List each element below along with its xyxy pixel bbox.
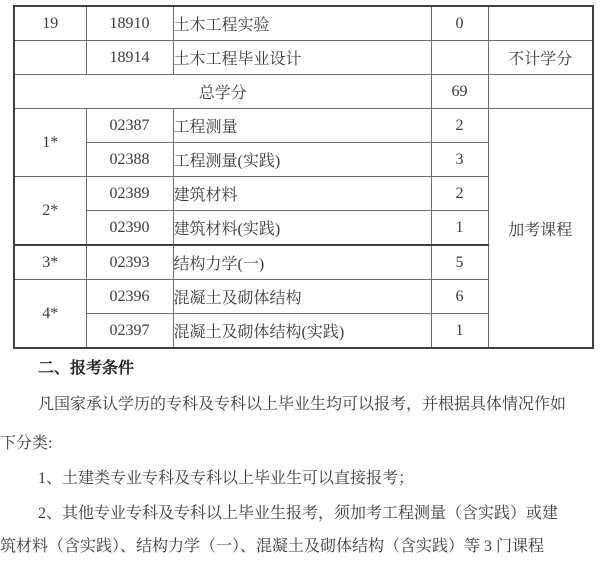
seq-cell: 3*	[14, 245, 86, 280]
course-code-cell: 02393	[86, 245, 173, 280]
total-credits-value-cell: 69	[431, 75, 488, 109]
credits-cell: 2	[431, 177, 488, 211]
table-row	[14, 109, 593, 143]
course-code-cell: 02389	[86, 177, 173, 211]
list-item-continuation: 筑材料（含实践）、结构力学（一）、混凝土及砌体结构（含实践）等 3 门课程	[0, 538, 545, 555]
course-table	[13, 5, 594, 349]
table-row-total	[14, 75, 593, 109]
course-name-cell: 结构力学(一)	[173, 245, 431, 280]
paragraph-line: 下分类:	[0, 435, 53, 452]
course-code-cell: 02397	[86, 314, 173, 349]
credits-cell: 2	[431, 109, 488, 143]
course-code-cell: 18914	[86, 41, 173, 75]
course-name-cell: 土木工程实验	[173, 6, 431, 41]
credits-cell	[431, 41, 488, 75]
note-cell: 不计学分	[488, 41, 593, 75]
course-code-cell: 02396	[86, 280, 173, 314]
seq-cell	[14, 41, 86, 75]
course-name-cell: 土木工程毕业设计	[173, 41, 431, 75]
note-cell	[488, 75, 593, 109]
table-row	[14, 41, 593, 75]
course-name-cell: 工程测量	[173, 109, 431, 143]
table-row	[14, 6, 593, 41]
credits-cell: 0	[431, 6, 488, 41]
seq-cell: 4*	[14, 280, 86, 349]
course-name-cell: 混凝土及砌体结构(实践)	[173, 314, 431, 349]
seq-cell: 2*	[14, 177, 86, 246]
course-name-cell: 工程测量(实践)	[173, 143, 431, 177]
credits-cell: 5	[431, 245, 488, 280]
course-code-cell: 02390	[86, 211, 173, 246]
additional-exam-note-cell: 加考课程	[488, 109, 593, 349]
total-credits-label-cell: 总学分	[14, 75, 431, 109]
seq-cell: 19	[14, 6, 86, 41]
credits-cell: 1	[431, 314, 488, 349]
list-item: 1、土建类专业专科及专科以上毕业生可以直接报考；	[38, 470, 415, 487]
section-heading: 二、报考条件	[38, 360, 135, 377]
credits-cell: 3	[431, 143, 488, 177]
credits-cell: 6	[431, 280, 488, 314]
note-cell	[488, 6, 593, 41]
list-item: 2、其他专业专科及专科以上毕业生报考，须加考工程测量（含实践）或建	[38, 505, 559, 522]
course-code-cell: 02387	[86, 109, 173, 143]
course-code-cell: 18910	[86, 6, 173, 41]
seq-cell: 1*	[14, 109, 86, 177]
paragraph-line: 凡国家承认学历的专科及专科以上毕业生均可以报考，并根据具体情况作如	[38, 396, 567, 413]
course-code-cell: 02388	[86, 143, 173, 177]
credits-cell: 1	[431, 211, 488, 246]
course-name-cell: 建筑材料	[173, 177, 431, 211]
course-name-cell: 建筑材料(实践)	[173, 211, 431, 246]
course-name-cell: 混凝土及砌体结构	[173, 280, 431, 314]
